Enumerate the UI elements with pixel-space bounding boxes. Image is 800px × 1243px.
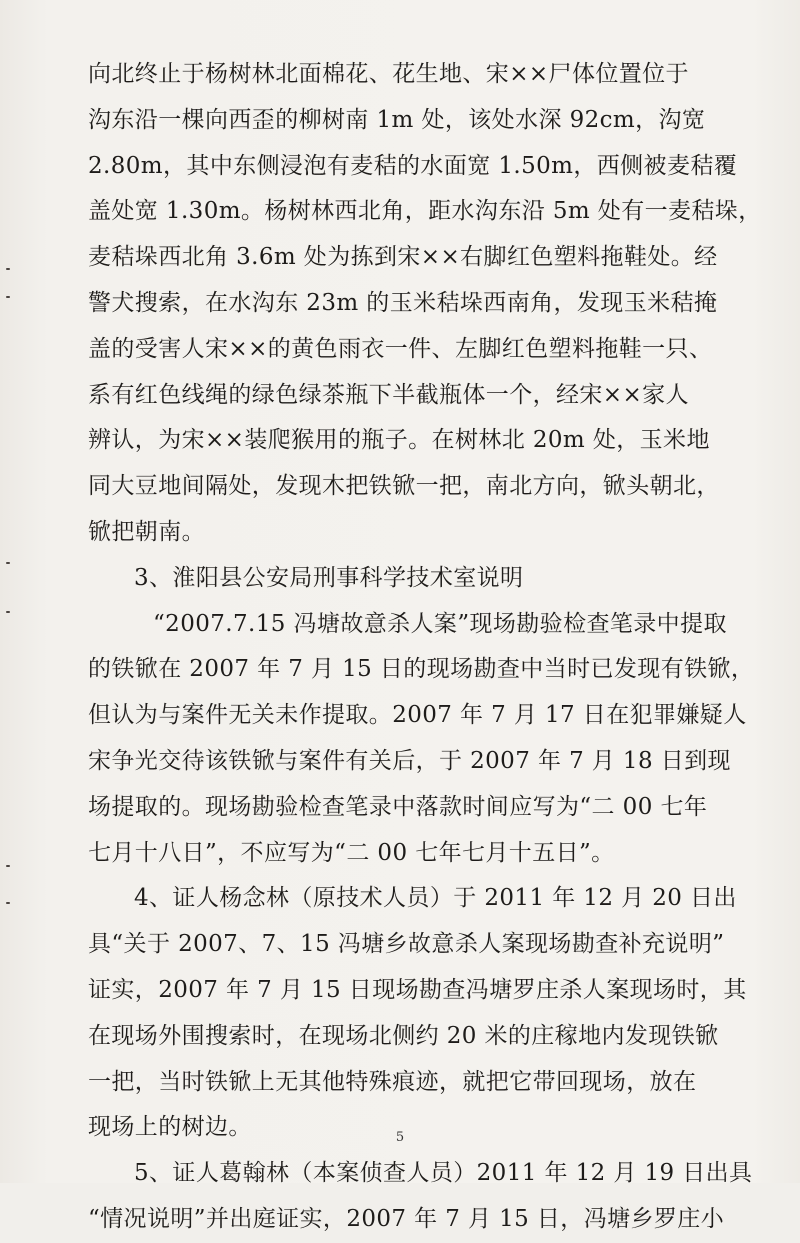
- punch-mark: [6, 296, 10, 298]
- text-line: 锨把朝南。: [88, 518, 205, 545]
- punch-mark: [6, 562, 10, 564]
- text-line: 场提取的。现场勘验检查笔录中落款时间应写为“二 00 七年: [88, 793, 708, 820]
- text-line: 向北终止于杨树林北面棉花、花生地、宋××尸体位置位于: [88, 61, 689, 87]
- text-line: 警犬搜索，在水沟东 23m 的玉米秸垛西南角，发现玉米秸掩: [88, 289, 718, 316]
- text-line: 具“关于 2007、7、15 冯塘乡故意杀人案现场勘查补充说明”: [88, 931, 725, 958]
- text-line: 一把，当时铁锨上无其他特殊痕迹，就把它带回现场，放在: [88, 1068, 697, 1095]
- text-line: 但认为与案件无关未作提取。2007 年 7 月 17 日在犯罪嫌疑人: [88, 702, 747, 729]
- text-line: 辨认，为宋××装爬猴用的瓶子。在树林北 20m 处，玉米地: [88, 427, 710, 454]
- text-line: 在现场外围搜索时，在现场北侧约 20 米的庄稼地内发现铁锨: [88, 1022, 719, 1049]
- section-heading: 3、淮阳县公安局刑事科学技术室说明: [134, 564, 524, 591]
- text-line: 盖处宽 1.30m。杨树林西北角，距水沟东沿 5m 处有一麦秸垛，: [88, 198, 762, 225]
- text-line: 系有红色线绳的绿色绿茶瓶下半截瓶体一个，经宋××家人: [88, 381, 689, 408]
- text-line: 4、证人杨念林（原技术人员）于 2011 年 12 月 20 日出: [134, 885, 737, 912]
- text-line: 麦秸垛西北角 3.6m 处为拣到宋××右脚红色塑料拖鞋处。经: [88, 244, 718, 271]
- punch-mark: [6, 268, 10, 270]
- text-line: 七月十八日”，不应写为“二 00 七年七月十五日”。: [88, 839, 615, 866]
- text-line: 证实，2007 年 7 月 15 日现场勘查冯塘罗庄杀人案现场时，其: [88, 976, 747, 1003]
- text-line: 沟东沿一棵向西歪的柳树南 1m 处，该处水深 92cm，沟宽: [88, 106, 706, 133]
- punch-mark: [6, 902, 10, 904]
- punch-mark: [6, 611, 10, 613]
- punch-mark: [6, 865, 10, 867]
- text-line: 的铁锨在 2007 年 7 月 15 日的现场勘查中当时已发现有铁锨，: [88, 656, 755, 683]
- text-line: “2007.7.15 冯塘故意杀人案”现场勘验检查笔录中提取: [153, 610, 727, 637]
- page-number: 5: [395, 1130, 405, 1145]
- text-line: 盖的受害人宋××的黄色雨衣一件、左脚红色塑料拖鞋一只、: [88, 335, 713, 362]
- text-line: 5、证人葛翰林（本案侦查人员）2011 年 12 月 19 日出具: [134, 1160, 753, 1187]
- text-line: 同大豆地间隔处，发现木把铁锨一把，南北方向，锨头朝北，: [88, 473, 720, 500]
- body-text: [88, 52, 762, 1243]
- text-line: 宋争光交待该铁锨与案件有关后，于 2007 年 7 月 18 日到现: [88, 747, 731, 774]
- text-line: 现场上的树边。: [88, 1114, 252, 1141]
- text-line: 2.80m，其中东侧浸泡有麦秸的水面宽 1.50m，西侧被麦秸覆: [88, 152, 738, 179]
- text-line: “情况说明”并出庭证实，2007 年 7 月 15 日，冯塘乡罗庄小: [88, 1205, 725, 1232]
